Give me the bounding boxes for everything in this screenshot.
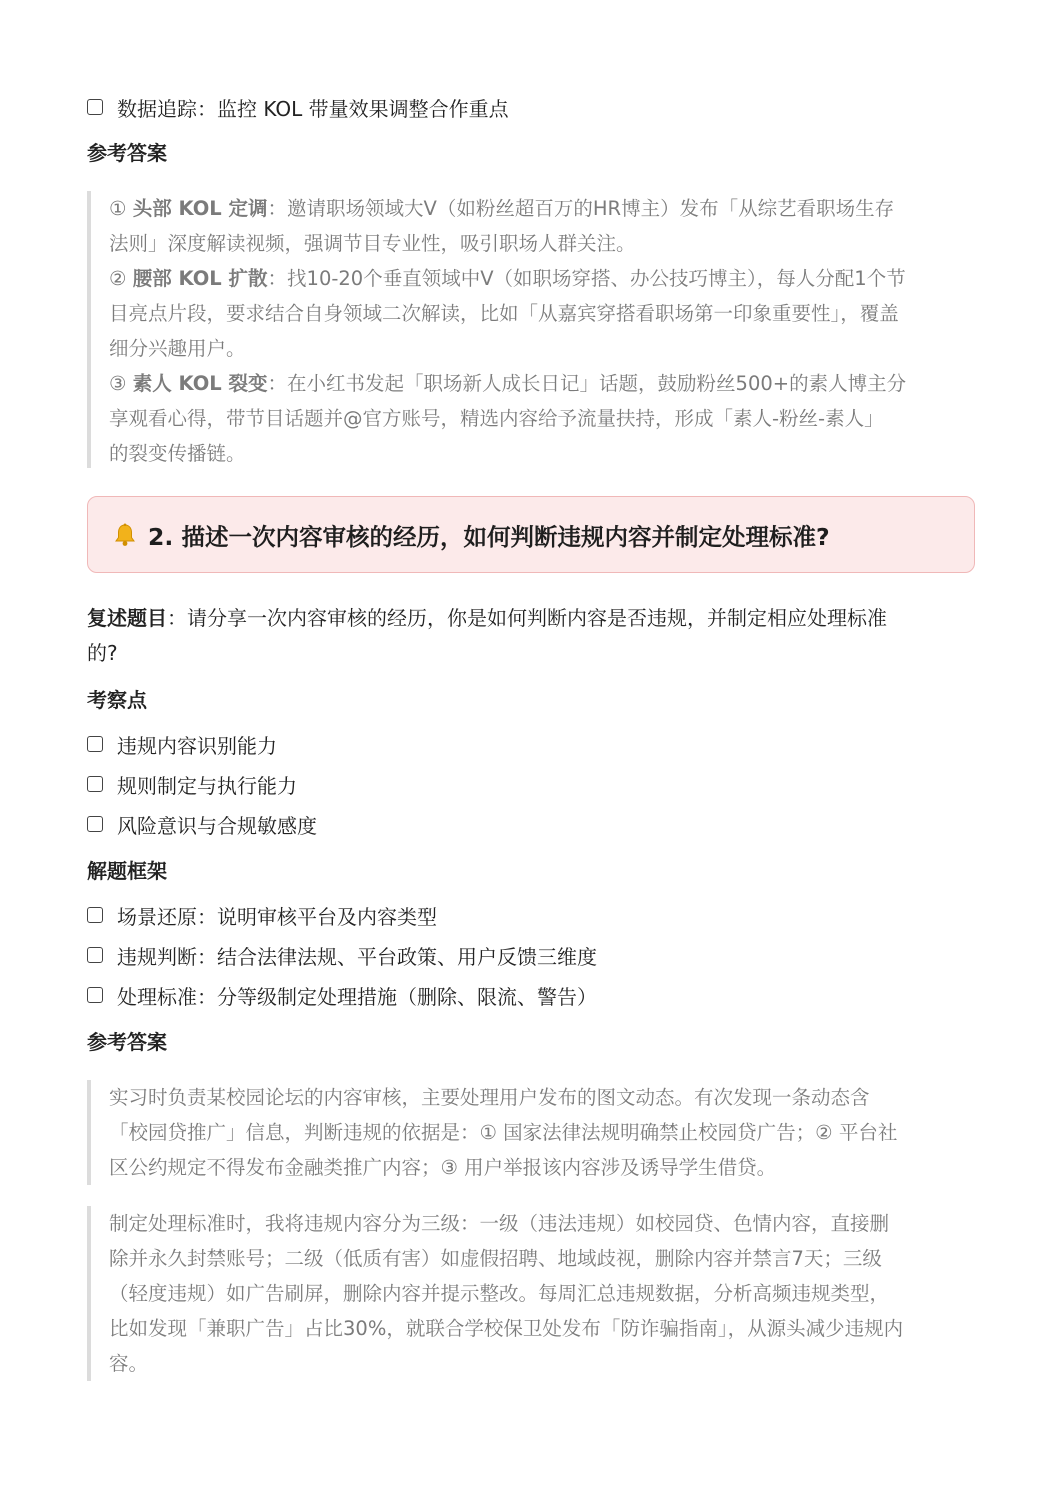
checkbox[interactable] xyxy=(87,987,103,1003)
checklist-item[interactable]: 违规判断 ： 结合法律法规、平台政策、用户反馈三维度 xyxy=(87,935,975,975)
item-text: 监控 KOL 带量效果调整合作重点 xyxy=(217,96,509,121)
framework-heading: 解题框架 xyxy=(87,859,167,883)
checklist-item[interactable]: 处理标准 ： 分等级制定处理措施（删除、限流、警告） xyxy=(87,975,975,1015)
checkbox[interactable] xyxy=(87,736,103,752)
answer-point-amateur-kol: ③ 素人 KOL 裂变：在小红书发起「职场新人成长日记」话题，鼓励粉丝500+的素人博主分 享观看心得，带节目话题并@官方账号，精选内容给予流量扶持，形成「素人-粉丝-素人」 的裂变传播链。 xyxy=(109,372,907,465)
question-2-header xyxy=(87,496,975,573)
answer-point-waist-kol: ② 腰部 KOL 扩散：找10-20个垂直领域中V（如职场穿搭、办公技巧博主），每人分配1个节 目亮点片段，要求结合自身领域二次解读，比如「从嘉宾穿搭看职场第一印象重要性」，覆盖 细分兴趣用户。 xyxy=(109,267,906,360)
checklist-item-data-tracking[interactable]: 数据追踪 ： 监控 KOL 带量效果调整合作重点 xyxy=(87,87,975,127)
item-label: 数据追踪 xyxy=(117,96,197,121)
checklist-item[interactable]: 规则制定与执行能力 xyxy=(87,764,975,804)
checkbox[interactable] xyxy=(87,99,103,115)
reference-answer-2-quote-2: 制定处理标准时，我将违规内容分为三级：一级（违法违规）如校园贷、色情内容，直接删 除并永久封禁账号；二级（低质有害）如虚假招聘、地域歧视，删除内容并禁言7天；三级 （轻度违规）如广告刷屏，删除内容并提示整改。每周汇总违规数据，分析高频违规类型， 比如发现「兼职广告」占比30%，就联合学校保卫处发布「防诈骗指南」，从源头减少违规内 容。 xyxy=(87,1206,975,1381)
restate-question: 复述题目：请分享一次内容审核的经历，你是如何判断内容是否违规，并制定相应处理标准 的? xyxy=(87,606,887,665)
bell-icon xyxy=(112,522,138,548)
reference-answer-2-quote-1: 实习时负责某校园论坛的内容审核，主要处理用户发布的图文动态。有次发现一条动态含 「校园贷推广」信息，判断违规的依据是：① 国家法律法规明确禁止校园贷广告；② 平台社 区公约规定不得发布金融类推广内容；③ 用户举报该内容涉及诱导学生借贷。 xyxy=(87,1080,975,1185)
checklist-item[interactable]: 风险意识与合规敏感度 xyxy=(87,804,975,844)
checklist-item[interactable]: 场景还原 ： 说明审核平台及内容类型 xyxy=(87,895,975,935)
reference-answer-heading: 参考答案 xyxy=(87,141,167,165)
restate-label: 复述题目 xyxy=(87,606,167,630)
checkbox[interactable] xyxy=(87,816,103,832)
checkbox[interactable] xyxy=(87,776,103,792)
checkbox[interactable] xyxy=(87,947,103,963)
answer-point-head-kol: ① 头部 KOL 定调：邀请职场领域大V（如粉丝超百万的HR博主）发布「从综艺看职场生存 法则」深度解读视频，强调节目专业性，吸引职场人群关注。 xyxy=(109,197,895,255)
checklist-item[interactable]: 违规内容识别能力 xyxy=(87,724,975,764)
reference-answer-quote xyxy=(87,191,975,468)
exam-points-list xyxy=(87,724,975,844)
reference-answer-2-heading: 参考答案 xyxy=(87,1030,167,1054)
question-2-title: 2. 描述一次内容审核的经历，如何判断违规内容并制定处理标准? xyxy=(148,522,830,551)
exam-points-heading: 考察点 xyxy=(87,688,147,712)
framework-list xyxy=(87,895,975,1015)
checkbox[interactable] xyxy=(87,907,103,923)
